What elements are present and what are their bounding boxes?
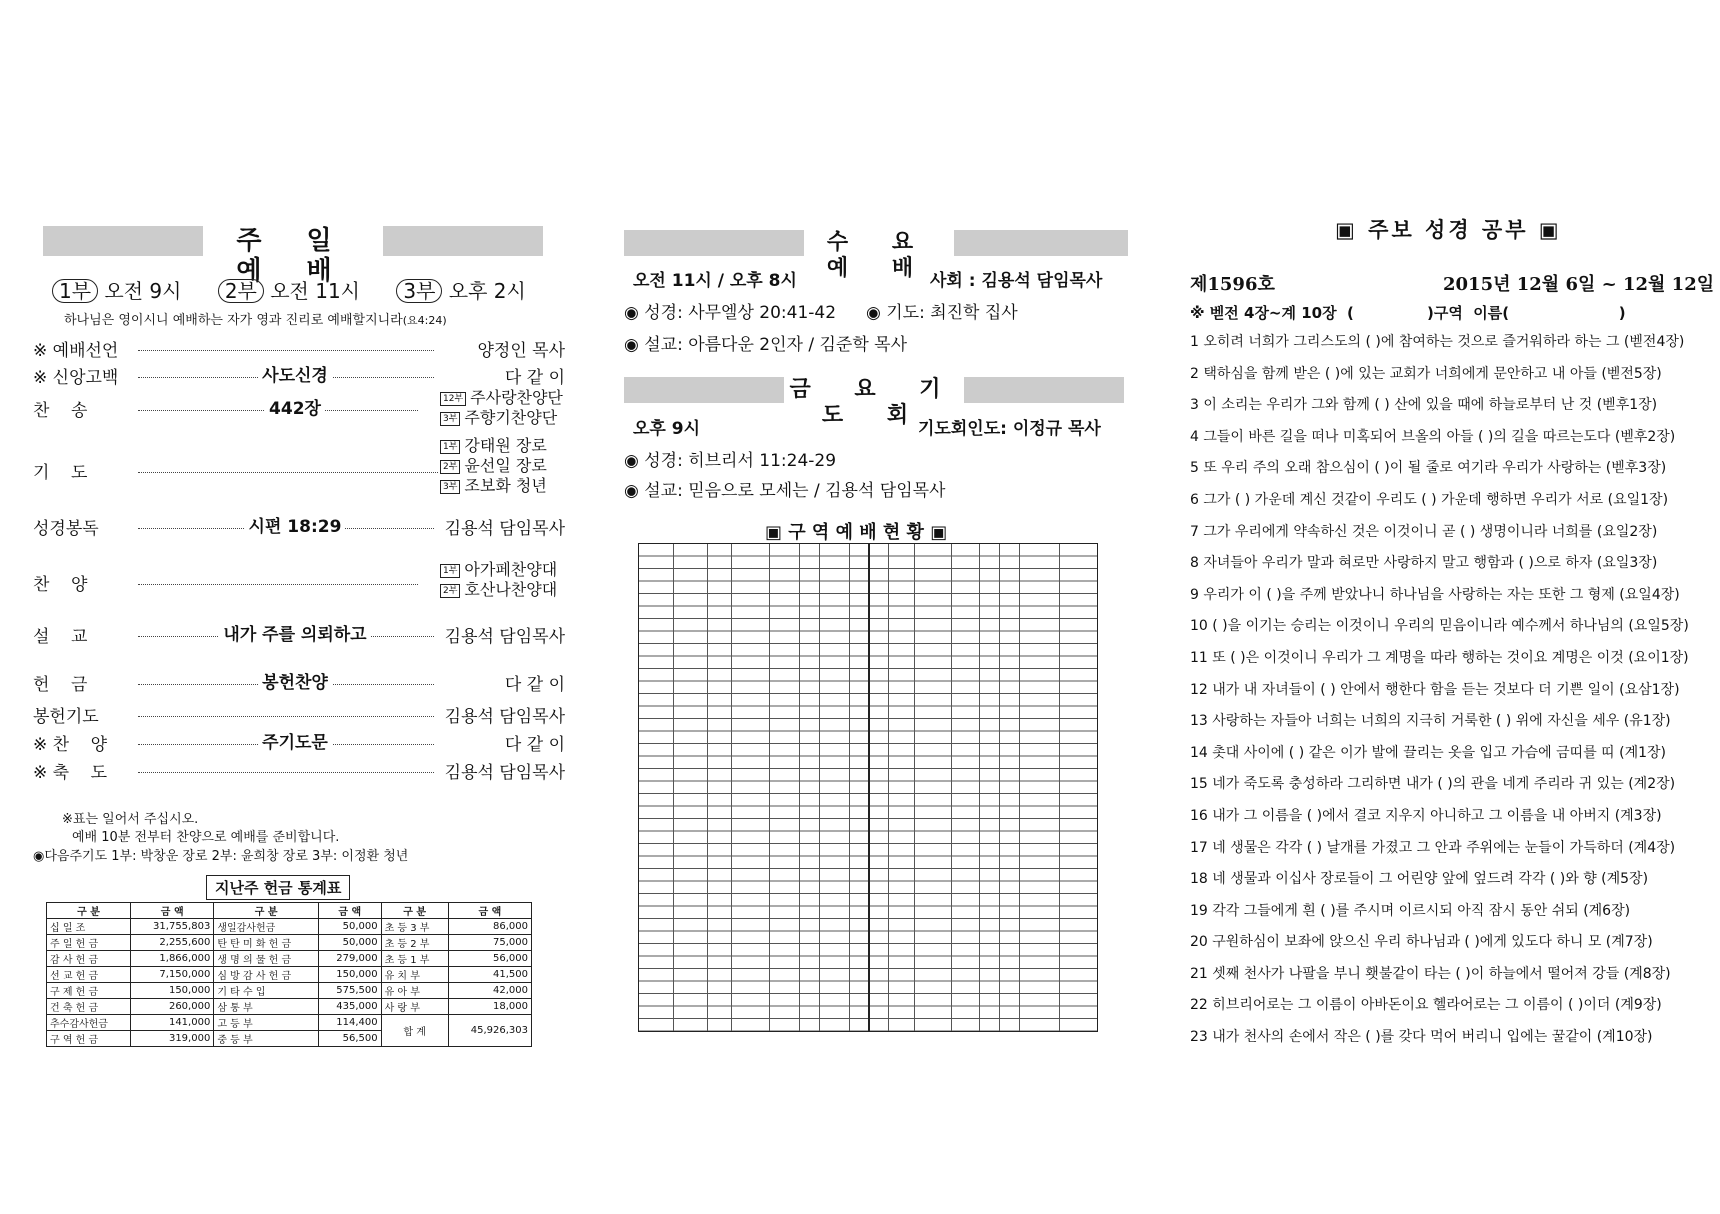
verse-text: 하나님은 영이시니 예배하는 자가 영과 진리로 예배할지니라 xyxy=(64,313,403,328)
worship-item-leader: 다 같 이 xyxy=(435,670,565,695)
worship-item-label: ※ 축 도 xyxy=(33,763,108,783)
table-cell: 선 교 헌 금 xyxy=(47,967,131,983)
column-header: 구 분 xyxy=(214,903,319,919)
wednesday-time: 오전 11시 / 오후 8시 xyxy=(633,271,797,291)
table-column-line xyxy=(849,544,850,1031)
table-column-line xyxy=(1059,544,1060,1031)
study-question: 1 오히려 너희가 그리스도의 ( )에 참여하는 것으로 즐거워하라 하는 그 (벧전4장) xyxy=(1190,334,1685,350)
table-cell: 75,000 xyxy=(448,935,531,951)
district-worship-table xyxy=(638,543,1098,1032)
table-cell: 50,000 xyxy=(318,935,381,951)
table-column-line xyxy=(731,544,732,1031)
table-cell: 7,150,000 xyxy=(131,967,214,983)
table-cell: 유 치 부 xyxy=(381,967,448,983)
table-cell: 주 일 헌 금 xyxy=(47,935,131,951)
table-cell: 초 등 1 부 xyxy=(381,951,448,967)
worship-item-label: ※ 신앙고백 xyxy=(33,368,119,388)
table-column-line xyxy=(799,544,800,1031)
service2-badge: 2부 xyxy=(218,279,264,303)
table-cell: 기 타 수 입 xyxy=(214,983,319,999)
worship-item-detail: 442장 xyxy=(265,399,325,419)
study-issue: 제1596호 xyxy=(1190,274,1275,295)
choir-name: 주사랑찬양단 xyxy=(470,388,563,407)
table-cell: 구 제 헌 금 xyxy=(47,983,131,999)
service1-time: 오전 9시 xyxy=(104,279,182,303)
worship-item-detail: 사도신경 xyxy=(258,366,332,386)
badge: 3부 xyxy=(440,412,460,426)
choir-name: 주향기찬양단 xyxy=(464,408,558,427)
table-cell: 구 역 헌 금 xyxy=(47,1031,131,1047)
table-cell: 150,000 xyxy=(318,967,381,983)
table-cell: 심 방 감 사 헌 금 xyxy=(214,967,319,983)
study-range: ※ 벧전 4장~계 10장 ( )구역 이름( ) xyxy=(1190,304,1626,322)
table-cell: 260,000 xyxy=(131,999,214,1015)
worship-item-center xyxy=(180,620,410,645)
sunday-title-banner xyxy=(43,226,543,286)
worship-item-leader: 김용석 담임목사 xyxy=(435,758,565,783)
study-question: 16 내가 그 이름을 ( )에서 결코 지우지 아니하고 그 이름을 내 아버지 (계3장) xyxy=(1190,807,1662,824)
table-column-line xyxy=(979,544,980,1031)
study-question: 5 또 우리 주의 오래 참으심이 ( )이 될 줄로 여기라 우리가 사랑하는 (벧후3장) xyxy=(1190,460,1667,477)
table-cell: 추수감사헌금 xyxy=(47,1015,131,1031)
badge: 1부 xyxy=(440,564,460,578)
table-column-line xyxy=(673,544,674,1031)
worship-item-detail: 봉헌찬양 xyxy=(258,673,332,693)
prayer-leaders xyxy=(440,436,547,496)
leader-dots xyxy=(138,583,418,585)
friday-title-banner xyxy=(624,377,1124,428)
study-question: 12 내가 내 자녀들이 ( ) 안에서 행한다 함을 듣는 것보다 더 기쁜 일이 (요삼1장) xyxy=(1190,681,1680,698)
table-cell: 사 랑 부 xyxy=(381,999,448,1015)
table-column-line xyxy=(888,544,889,1031)
table-cell: 삼 통 부 xyxy=(214,999,319,1015)
worship-item-detail: 시편 18:29 xyxy=(245,517,346,537)
table-cell: 41,500 xyxy=(448,967,531,983)
table-column-line xyxy=(951,544,952,1031)
table-column-line xyxy=(914,544,915,1031)
badge: 1부 xyxy=(440,440,460,454)
worship-item-label: ※ 예배선언 xyxy=(33,341,119,361)
study-question: 6 그가 ( ) 가운데 계신 것같이 우리도 ( ) 가운데 행하면 우리가 서로 (요일1장) xyxy=(1190,491,1669,508)
table-cell: 50,000 xyxy=(318,919,381,935)
study-question: 19 각각 그들에게 흰 ( )를 주시며 이르시되 아직 잠시 동안 쉬되 (계6장) xyxy=(1190,902,1631,919)
prep-note: 예배 10분 전부터 찬양으로 예배를 준비합니다. xyxy=(72,830,340,845)
friday-sermon: ◉ 설교: 믿음으로 모세는 / 김용석 담임목사 xyxy=(624,481,946,501)
service3-badge: 3부 xyxy=(396,279,442,303)
table-cell: 319,000 xyxy=(131,1031,214,1047)
table-row xyxy=(47,1015,532,1031)
table-divider xyxy=(868,544,870,1031)
worship-item-label: ※ 찬 양 xyxy=(33,735,108,755)
badge: 2부 xyxy=(440,460,460,474)
study-question: 15 네가 죽도록 충성하라 그리하면 내가 ( )의 관을 네게 주리라 귀 있는 (계2장) xyxy=(1190,776,1676,793)
table-cell: 유 아 부 xyxy=(381,983,448,999)
column-header: 구 분 xyxy=(47,903,131,919)
service-times xyxy=(52,275,526,304)
worship-item-leader: 김용석 담임목사 xyxy=(435,622,565,647)
table-cell: 생일감사헌금 xyxy=(214,919,319,935)
worship-item-leader: 김용석 담임목사 xyxy=(435,514,565,539)
table-column-line xyxy=(819,544,820,1031)
wednesday-host: 사회 : 김용석 담임목사 xyxy=(930,271,1103,291)
table-column-line xyxy=(707,544,708,1031)
study-question: 7 그가 우리에게 약속하신 것은 이것이니 곧 ( ) 생명이니라 너희를 (요일2장) xyxy=(1190,523,1658,540)
leader-dots xyxy=(138,715,438,717)
leader-dots xyxy=(138,771,438,773)
column-header: 구 분 xyxy=(381,903,448,919)
district-title: ▣ 구 역 예 배 현 황 ▣ xyxy=(765,522,948,543)
verse xyxy=(64,309,447,328)
table-cell: 86,000 xyxy=(448,919,531,935)
sunday-title: 주 일 예 배 xyxy=(203,226,383,256)
study-question: 10 ( )을 이기는 승리는 이것이니 우리의 믿음이니라 예수께서 하나님의 (요일5장) xyxy=(1190,618,1689,635)
worship-item-center xyxy=(180,394,410,419)
study-question: 2 택하심을 함께 받은 ( )에 있는 교회가 너희에게 문안하고 내 아들 (벧전5장) xyxy=(1190,365,1662,382)
table-cell: 150,000 xyxy=(131,983,214,999)
wednesday-sermon: ◉ 설교: 아름다운 2인자 / 김준학 목사 xyxy=(624,335,908,355)
service3-time: 오후 2시 xyxy=(448,279,526,303)
praise-choirs xyxy=(440,560,557,600)
worship-item-label: 헌 금 xyxy=(33,675,88,695)
study-question: 13 사랑하는 자들아 너희는 너희의 지극히 거룩한 ( ) 위에 자신을 세우 (유1장) xyxy=(1190,713,1671,730)
wednesday-title: 수 요 예 배 xyxy=(804,230,954,256)
worship-item-label: 찬 송 xyxy=(33,401,88,421)
study-question: 21 셋째 천사가 나팔을 부니 횃불같이 타는 ( )이 하늘에서 떨어져 강들 (계8장) xyxy=(1190,965,1671,982)
worship-item-leader: 김용석 담임목사 xyxy=(435,702,565,727)
study-question: 23 내가 천사의 손에서 작은 ( )를 갖다 먹어 버리니 입에는 꿀같이 (계10장) xyxy=(1190,1029,1653,1046)
prayer-name: 조보화 청년 xyxy=(464,476,547,495)
friday-time: 오후 9시 xyxy=(633,419,701,439)
study-question: 4 그들이 바른 길을 떠나 미혹되어 브올의 아들 ( )의 길을 따르는도다 (벧후2장) xyxy=(1190,428,1676,445)
study-question: 20 구원하심이 보좌에 앉으신 우리 하나님과 ( )에게 있도다 하니 모 (계7장) xyxy=(1190,934,1653,951)
table-cell: 114,400 xyxy=(318,1015,381,1031)
badge: 2부 xyxy=(440,584,460,598)
table-column-line xyxy=(1019,544,1020,1031)
stand-note: ※표는 일어서 주십시오. xyxy=(62,812,199,827)
next-prayer: ◉다음주기도 1부: 박창운 장로 2부: 윤희창 장로 3부: 이정환 청년 xyxy=(33,849,409,864)
table-cell: 탄 탄 미 화 헌 금 xyxy=(214,935,319,951)
verse-ref: (요4:24) xyxy=(402,314,447,327)
wednesday-prayer: ◉ 기도: 최진학 집사 xyxy=(866,303,1018,323)
badge: 12부 xyxy=(440,392,466,406)
worship-item-label: 설 교 xyxy=(33,627,88,647)
choir-name: 호산나찬양대 xyxy=(464,580,558,599)
service1-badge: 1부 xyxy=(52,279,98,303)
study-date: 2015년 12월 6일 ~ 12월 12일 xyxy=(1443,274,1715,295)
prayer-name: 강태원 장로 xyxy=(464,436,547,455)
study-questions xyxy=(1190,327,1700,1054)
table-cell: 141,000 xyxy=(131,1015,214,1031)
wednesday-scripture: ◉ 성경: 사무엘상 20:41-42 xyxy=(624,303,837,323)
worship-item-label: 기 도 xyxy=(33,463,88,483)
study-question: 18 네 생물과 이십사 장로들이 그 어린양 앞에 엎드려 각각 ( )와 향 (계5장) xyxy=(1190,871,1649,888)
friday-title: 금 요 기 도 회 xyxy=(784,377,964,403)
study-question: 3 이 소리는 우리가 그와 함께 ( ) 산에 있을 때에 하늘로부터 난 것 (벧후1장) xyxy=(1190,397,1658,414)
table-row xyxy=(47,919,532,935)
table-cell: 중 등 부 xyxy=(214,1031,319,1047)
table-row xyxy=(47,935,532,951)
table-cell: 초 등 2 부 xyxy=(381,935,448,951)
table-cell: 생 명 의 물 헌 금 xyxy=(214,951,319,967)
worship-item-leader: 양정인 목사 xyxy=(435,336,565,361)
worship-item-label: 성경봉독 xyxy=(33,519,99,539)
table-cell: 18,000 xyxy=(448,999,531,1015)
worship-item-detail: 내가 주를 의뢰하고 xyxy=(219,625,370,645)
study-question: 11 또 ( )은 이것이니 우리가 그 계명을 따라 행하는 것이요 계명은 이것 (요이1장) xyxy=(1190,649,1689,666)
worship-item-center xyxy=(180,668,410,693)
table-cell: 42,000 xyxy=(448,983,531,999)
table-row xyxy=(47,999,532,1015)
total-label: 합 계 xyxy=(381,1015,448,1047)
table-column-line xyxy=(999,544,1000,1031)
table-cell: 56,000 xyxy=(448,951,531,967)
table-cell: 575,500 xyxy=(318,983,381,999)
study-question: 9 우리가 이 ( )을 주께 받았나니 하나님을 사랑하는 자는 또한 그 형제 (요일4장) xyxy=(1190,586,1680,603)
table-cell: 초 등 3 부 xyxy=(381,919,448,935)
table-cell: 2,255,600 xyxy=(131,935,214,951)
offering-table xyxy=(46,902,532,1047)
study-title: ▣ 주보 성경 공부 ▣ xyxy=(1335,218,1562,242)
table-cell: 56,500 xyxy=(318,1031,381,1047)
table-cell: 279,000 xyxy=(318,951,381,967)
table-row xyxy=(47,951,532,967)
table-cell: 십 일 조 xyxy=(47,919,131,935)
column-header: 금 액 xyxy=(448,903,531,919)
worship-item-center xyxy=(180,728,410,753)
table-cell: 1,866,000 xyxy=(131,951,214,967)
worship-item-label: 봉헌기도 xyxy=(33,707,99,727)
worship-item-leader: 다 같 이 xyxy=(435,730,565,755)
leader-dots xyxy=(138,471,438,473)
worship-item-detail: 주기도문 xyxy=(258,733,332,753)
table-column-line xyxy=(769,544,770,1031)
table-row xyxy=(47,967,532,983)
leader-dots xyxy=(138,349,438,351)
table-cell: 고 등 부 xyxy=(214,1015,319,1031)
table-row xyxy=(47,983,532,999)
table-cell: 31,755,803 xyxy=(131,919,214,935)
friday-leader: 기도회인도: 이정규 목사 xyxy=(918,419,1101,439)
column-header: 금 액 xyxy=(318,903,381,919)
column-header: 금 액 xyxy=(131,903,214,919)
table-cell: 435,000 xyxy=(318,999,381,1015)
badge: 3부 xyxy=(440,480,460,494)
table-cell: 건 축 헌 금 xyxy=(47,999,131,1015)
worship-item-center xyxy=(180,361,410,386)
worship-item-center xyxy=(180,512,410,537)
table-cell: 감 사 헌 금 xyxy=(47,951,131,967)
prayer-name: 윤선일 장로 xyxy=(464,456,547,475)
hymn-choirs xyxy=(440,388,563,428)
choir-name: 아가페찬양대 xyxy=(464,560,558,579)
study-question: 14 촛대 사이에 ( ) 같은 이가 발에 끌리는 옷을 입고 가슴에 금띠를 띠 (계1장) xyxy=(1190,744,1667,761)
friday-scripture: ◉ 성경: 히브리서 11:24-29 xyxy=(624,451,837,471)
worship-item-leader: 다 같 이 xyxy=(435,363,565,388)
worship-item-label: 찬 양 xyxy=(33,575,88,595)
offering-title: 지난주 헌금 통계표 xyxy=(206,875,350,900)
table-header-row xyxy=(47,903,532,919)
service2-time: 오전 11시 xyxy=(270,279,360,303)
study-question: 8 자녀들아 우리가 말과 혀로만 사랑하지 말고 행함과 ( )으로 하자 (요일3장) xyxy=(1190,555,1658,572)
study-question: 17 네 생물은 각각 ( ) 날개를 가졌고 그 안과 주위에는 눈들이 가득하더 (계4장) xyxy=(1190,839,1676,856)
study-question: 22 히브리어로는 그 이름이 아바돈이요 헬라어로는 그 이름이 ( )이더 (계9장) xyxy=(1190,997,1662,1014)
total-value: 45,926,303 xyxy=(448,1015,531,1047)
